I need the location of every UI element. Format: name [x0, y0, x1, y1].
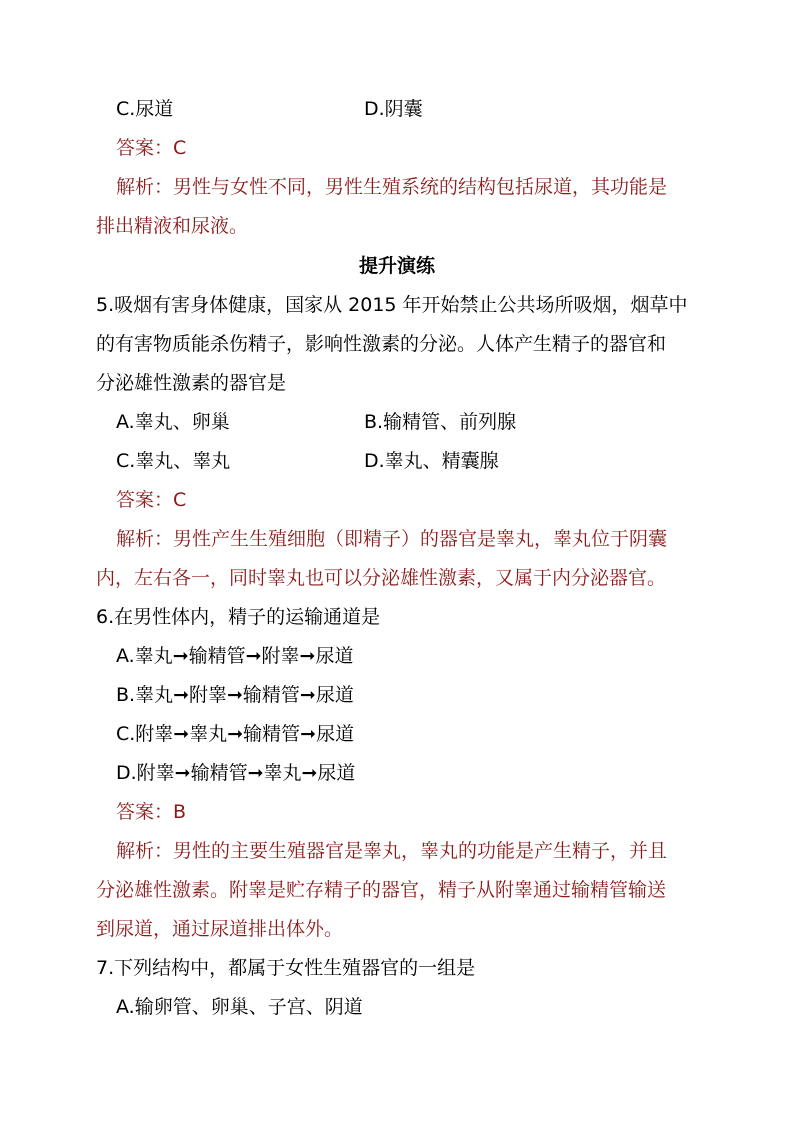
explanation-line: 分泌雄性激素。附睾是贮存精子的器官，精子从附睾通过输精管输送	[96, 879, 667, 901]
option-d: D.睾丸、精囊腺	[364, 450, 499, 472]
explanation-line: 解析：男性与女性不同，男性生殖系统的结构包括尿道，其功能是	[116, 176, 668, 198]
option-a: A.睾丸、卵巢	[116, 411, 230, 433]
question-stem-line: 分泌雄性激素的器官是	[96, 372, 287, 394]
option-d: D.附睾➞输精管➞睾丸➞尿道	[116, 762, 356, 784]
explanation-line: 排出精液和尿液。	[96, 215, 249, 237]
explanation-line: 解析：男性产生生殖细胞（即精子）的器官是睾丸，睾丸位于阴囊	[116, 528, 668, 550]
option-c: C.尿道	[116, 98, 174, 120]
explanation-line: 解析：男性的主要生殖器官是睾丸，睾丸的功能是产生精子，并且	[116, 840, 668, 862]
question-stem: 6.在男性体内，精子的运输通道是	[96, 606, 381, 628]
option-b: B.输精管、前列腺	[364, 411, 517, 433]
option-c: C.附睾➞睾丸➞输精管➞尿道	[116, 723, 355, 745]
option-a: A.输卵管、卵巢、子宫、阴道	[116, 996, 363, 1018]
explanation-line: 到尿道，通过尿道排出体外。	[96, 918, 344, 940]
question-stem-line: 5.吸烟有害身体健康，国家从 2015 年开始禁止公共场所吸烟，烟草中	[96, 294, 688, 316]
answer: 答案：B	[116, 801, 187, 823]
section-title: 提升演练	[358, 255, 435, 277]
option-d: D.阴囊	[364, 98, 423, 120]
option-a: A.睾丸➞输精管➞附睾➞尿道	[116, 645, 354, 667]
question-stem: 7.下列结构中，都属于女性生殖器官的一组是	[96, 957, 476, 979]
explanation-line: 内，左右各一，同时睾丸也可以分泌雄性激素，又属于内分泌器官。	[96, 567, 667, 589]
option-b: B.睾丸➞附睾➞输精管➞尿道	[116, 684, 354, 706]
answer: 答案：C	[116, 489, 187, 511]
option-c: C.睾丸、睾丸	[116, 450, 231, 472]
question-stem-line: 的有害物质能杀伤精子，影响性激素的分泌。人体产生精子的器官和	[96, 333, 667, 355]
answer: 答案：C	[116, 137, 187, 159]
